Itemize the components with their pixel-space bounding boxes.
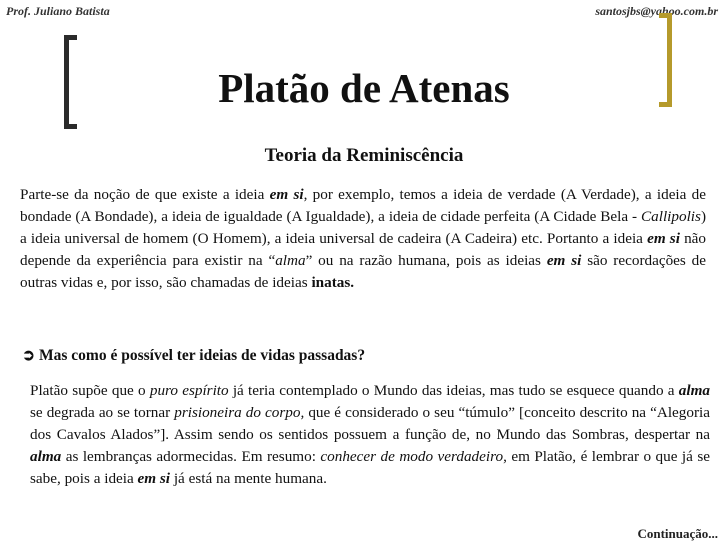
term-conhecer: conhecer de modo verdadeiro <box>320 448 504 465</box>
slide-title: Platão de Atenas <box>218 65 510 111</box>
text-run: são recordações de outras vidas e, por isso, são chamadas de ideias <box>20 252 707 291</box>
term-em-si: em si <box>546 252 582 269</box>
question-heading <box>22 346 365 365</box>
text-run: ” ou na razão humana, pois as ideias <box>305 252 547 269</box>
paragraph-answer <box>30 380 710 490</box>
term-prisioneira-do-corpo: prisioneira do corpo, <box>174 404 305 421</box>
paragraph-reminiscence <box>20 184 706 294</box>
text-run: Platão supõe que o <box>30 382 150 399</box>
term-callipolis: Callipolis <box>641 208 701 225</box>
text-run: se degrada ao se tornar <box>30 404 175 421</box>
text-run: já teria contemplado o Mundo das ideias, mas tudo se esquece quando a <box>228 382 679 399</box>
text-run: não depende da experiência para existir na “ <box>20 230 706 269</box>
term-em-si: em si <box>269 186 304 203</box>
term-em-si: em si <box>647 230 680 247</box>
continuation-link[interactable]: Continuação... <box>637 526 718 541</box>
arrow-right-icon: ➲ <box>22 347 35 364</box>
term-inatas: inatas. <box>311 274 355 291</box>
text-run: já está na mente humana. <box>170 470 327 487</box>
author-name: Prof. Juliano Batista <box>6 4 110 18</box>
term-alma: alma <box>275 252 306 269</box>
term-puro-espirito: puro espírito <box>149 382 229 399</box>
text-run: Parte-se da noção de que existe a ideia <box>20 186 270 203</box>
slide-subtitle: Teoria da Reminiscência <box>264 145 464 166</box>
text-run: que é considerado o seu “túmulo” [conceito descrito na “Alegoria dos Cavalos Alados”]. Assim sendo os sentidos possuem a função de, no Mundo das Sombras, despertar na <box>30 404 710 443</box>
term-alma: alma <box>678 382 710 399</box>
term-alma: alma <box>30 448 62 465</box>
question-text: Mas como é possível ter ideias de vidas passadas? <box>39 347 366 364</box>
text-run: , por exemplo, temos a ideia de verdade (A Verdade), a ideia de bondade (A Bondade), a ideia de igualdade (A Igualdade), a ideia de cidade perfeita (A Cidade Bela - <box>20 186 706 225</box>
author-email: santosjbs@yahoo.com.br <box>595 4 718 18</box>
text-run: ) a ideia universal de homem (O Homem), a ideia universal de cadeira (A Cadeira) etc. Portanto a ideia <box>20 208 706 247</box>
text-run: , em Platão, é lembrar o que já se sabe, pois a ideia <box>30 448 710 487</box>
term-em-si: em si <box>137 470 171 487</box>
text-run: as lembranças adormecidas. Em resumo: <box>61 448 321 465</box>
